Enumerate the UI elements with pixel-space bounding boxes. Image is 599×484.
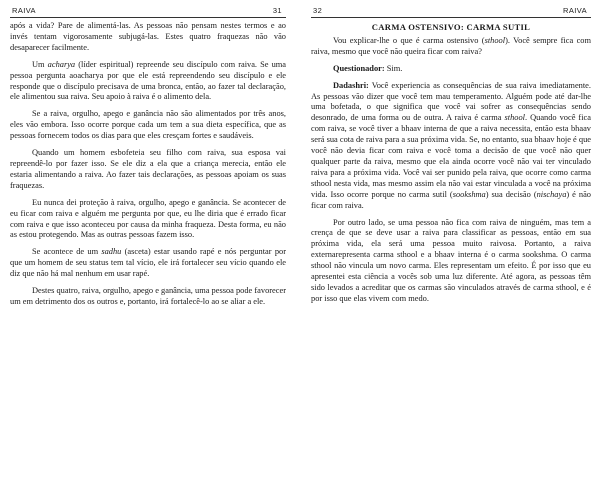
page-number: 32 — [313, 6, 323, 15]
paragraph-text: Destes quatro, raiva, orgulho, apego e ganância, uma pessoa pode favorecer um em detrimento dos os outros e, portanto, irá fortalecê-lo ao se aliar a ele. — [10, 286, 286, 306]
paragraph — [10, 109, 286, 142]
italic-term: acharya — [47, 59, 76, 69]
paragraph-text: Quando um homem esbofeteia seu filho com raiva, sua esposa vai repreendê-lo por fazer isso. Se ele diz a ela que a criança merecia, então ele estaria alimentando a raiva. Ao fazer tais declarações, as pessoas apoiam os suas fraquezas. — [10, 148, 286, 190]
paragraph — [10, 286, 286, 308]
paragraph-text: ). Você sempre fica com raiva, mesmo que você não queira ficar com raiva? — [311, 35, 592, 56]
paragraph-text: (líder espiritual) repreende seu discípulo com raiva. Se uma pessoa pergunta aoacharya por que ele está repreendendo seu discípulo e ele responde que o discípulo precisava de uma bronca, então, ao fazer tal declaração, ele alimentou sua raiva. Seu apoio à raiva é o alimento dela. — [10, 59, 287, 102]
speaker-label: Questionador: — [333, 63, 385, 73]
paragraph — [10, 198, 286, 242]
speaker-label: Dadashri: — [333, 80, 369, 90]
paragraph-text: ) é não ficar com raiva. — [311, 189, 591, 210]
paragraph — [10, 247, 286, 280]
left-page — [10, 0, 286, 484]
paragraph-text: após a vida? Pare de alimentá-las. As pessoas não pensam nestes termos e ao invés tentam vigorosamente subjugá-las. Estes quatro fraquezas não vão desaparecer facilmente. — [10, 21, 286, 52]
running-head: RAIVA — [563, 6, 587, 15]
paragraph-text: Eu nunca dei proteção à raiva, orgulho, apego e ganância. Se acontecer de eu ficar com raiva e alguém me pergunta por que, eu lhe diria que é errado ficar com raiva e que isso aconteceu por causa da minha fraqueza. Desta forma, eu não as estou protegendo. Mas as outras pessoas fazem isso. — [10, 197, 286, 240]
header-rule — [311, 17, 591, 18]
running-head: RAIVA — [12, 6, 36, 15]
italic-term: sthool — [484, 35, 506, 45]
right-page — [311, 0, 591, 484]
paragraph-text: Vou explicar-lhe o que é carma ostensivo ( — [333, 35, 485, 45]
paragraph-text: Se acontece de um — [32, 247, 102, 257]
paragraph — [10, 60, 286, 104]
page-number: 31 — [272, 6, 282, 15]
paragraph — [311, 64, 591, 75]
paragraph-text: (asceta) estar usando rapé e nós perguntar por que um homem de seu status tem tal vício, ele irá fortalecer seu vício quando ele diz que não há mal nenhum em usar rapé. — [10, 247, 286, 279]
paragraph-text: Se a raiva, orgulho, apego e ganância não são alimentados por três anos, eles vão embora. Isso ocorre porque cada um tem a sua dieta específica, que as pessoas fornecem todos os dias para que eles cresçam fortes e saudáveis. — [10, 109, 286, 141]
italic-term: sadhu — [101, 247, 122, 257]
paragraph-text: Por outro lado, se uma pessoa não fica com raiva de ninguém, mas tem a crença de que se deve usar a raiva para classificar as pessoas, então em sua próxima vida, ela será uma pessoa muito raivosa. Portanto, a raiva externarepresenta carma sthool e a bhaav interna é o carma sookshma. O carma sthool não vincula um novo carma. Eles representam um efeito. É por isso que eu apresentei esta ciência a vocês sob uma luz diferente. Até agora, as pessoas têm sido levados a acreditar que os carmas são vinculados através de carma sthool, e é por isso que elas vivem com medo. — [311, 217, 591, 303]
section-title: CARMA OSTENSIVO: CARMA SUTIL — [371, 22, 531, 32]
right-page-body — [311, 21, 591, 311]
paragraph — [10, 148, 286, 192]
left-page-body — [10, 21, 286, 314]
paragraph — [311, 36, 591, 58]
paragraph — [311, 218, 591, 305]
paragraph-text: Sim. — [384, 63, 403, 73]
italic-term: nischaya — [536, 189, 567, 199]
paragraph — [10, 21, 286, 54]
italic-term: sthool — [504, 113, 525, 123]
paragraph-text: ) sua decisão ( — [485, 189, 537, 199]
paragraph-text: Um — [32, 59, 48, 69]
paragraph — [311, 81, 591, 212]
header-rule — [10, 17, 286, 18]
italic-term: sookshma — [452, 189, 486, 199]
paragraph-text: . Quando você fica com raiva, se você tiver a bhaav interna de que a raiva necessita, então esta bhaav será sua cota de raiva para a sua próxima vida. Se, no entanto, sua bhaav hoje é que você não devia ficar com raiva e você toma a decisão de que você não quer qualquer parte da raiva, mesmo que ela ainda ocorre você não vai ter vinculado raiva para a próxima vida. Você vai ser punido pela raiva, que ocorre como carma sthool nesta vida, mas mesmo assim ela não vai estar vinculada a você na próxima vida. Isso ocorre porque no carma sutil ( — [311, 113, 591, 199]
paragraph-text: Você experiencia as consequências de sua raiva imediatamente. As pessoas vão dizer que você tem mau temperamento. Alguém pode até dar-lhe uma bofetada, o que significa que você vai sofrer as consequências sendo desonrado, de uma forma ou de outra. A raiva é carma — [311, 80, 591, 123]
